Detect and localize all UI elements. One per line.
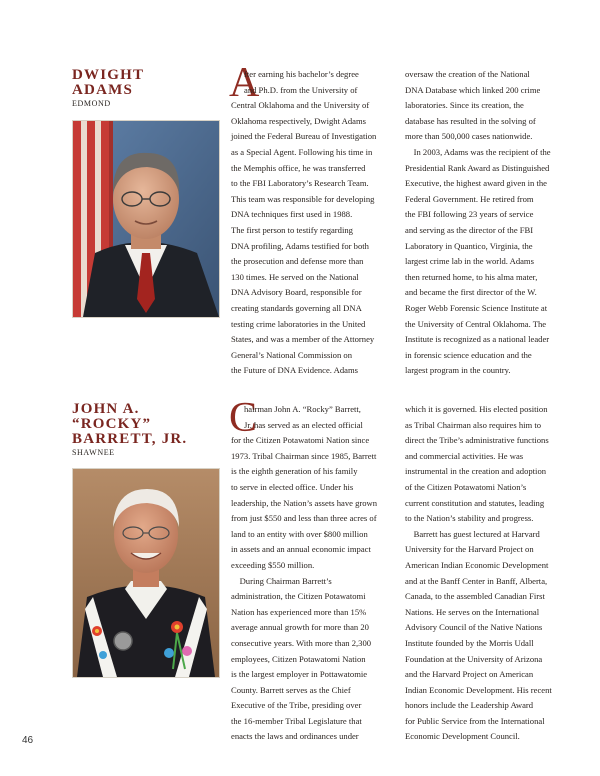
text-line: DNA profiling, Adams testified for both (231, 240, 369, 251)
text-line: for Public Service from the International (405, 715, 545, 726)
name-line: BARRETT, JR. (72, 431, 188, 447)
bio-column-1-adams (229, 60, 377, 379)
text-line: more than 500,000 cases nationwide. (405, 131, 533, 142)
text-line: the prosecution and defense more than (231, 256, 364, 267)
text-line: and serving as the director of the FBI (405, 224, 534, 235)
name-line: DWIGHT (72, 67, 145, 83)
text-line: Barrett has guest lectured at Harvard (405, 528, 540, 539)
text-line: consecutive years. With more than 2,300 (231, 637, 372, 648)
text-line: Oklahoma respectively, Dwight Adams (231, 115, 367, 126)
text-line: States, and was a member of the Attorney (231, 334, 375, 345)
bio-column-2-barrett (405, 402, 552, 745)
text-line: employees, Citizen Potawatomi Nation (231, 653, 366, 664)
drop-cap: A (229, 60, 260, 106)
text-line: exceeding $550 million. (231, 559, 315, 570)
text-line: Economic Development Council. (405, 731, 520, 742)
text-line: 130 times. He served on the National (231, 271, 359, 282)
text-line: University for the Harvard Project on (405, 544, 534, 555)
text-line: enacts the laws and ordinances under (231, 731, 359, 742)
text-line: Institute founded by the Morris Udall (405, 637, 534, 648)
text-line: honors include the Leadership Award (405, 700, 534, 711)
profile-location-adams: EDMOND (72, 99, 111, 108)
text-line: to the Nation’s stability and progress. (405, 513, 534, 524)
text-line: Advisory Council of the Native Nations (405, 622, 543, 633)
text-line: fter earning his bachelor’s degree (244, 69, 359, 79)
text-line: In 2003, Adams was the recipient of the (405, 146, 551, 157)
text-line: direct the Tribe’s administrative functions (405, 435, 549, 446)
text-line: The first person to testify regarding (231, 224, 353, 235)
text-line: then returned home, to his alma mater, (405, 271, 538, 282)
text-line: to the FBI Laboratory’s Research Team. (231, 178, 369, 189)
text-line: which it is governed. His elected position (405, 404, 548, 414)
text-line: land to an entity with over $800 million (231, 528, 368, 539)
portrait-photo-barrett (72, 468, 220, 678)
text-line: leadership, the Nation’s assets have grown (231, 497, 378, 508)
text-line: Executive of the Tribe, presiding over (231, 700, 362, 711)
text-line: DNA Advisory Board, responsible for (231, 287, 362, 298)
text-line: hairman John A. “Rocky” Barrett, (244, 404, 361, 414)
page-number: 46 (22, 735, 34, 746)
text-line: During Chairman Barrett’s (231, 575, 332, 586)
text-line: as Tribal Chairman also requires him to (405, 419, 542, 430)
text-line: instrumental in the creation and adoption (405, 466, 547, 477)
text-line: Jr. has served as an elected official (244, 419, 363, 430)
text-line: and at the Banff Center in Banff, Alberta, (405, 575, 548, 586)
text-line: 1973. Tribal Chairman since 1985, Barrett (231, 450, 377, 461)
portrait-illustration-barrett (73, 469, 219, 677)
text-line: Nations. He serves on the International (405, 606, 540, 617)
text-line: Laboratory in Quantico, Virginia, the (405, 240, 533, 251)
profile-name-barrett (72, 402, 187, 447)
text-line: Roger Webb Forensic Science Institute at (405, 302, 548, 313)
text-line: and commercial activities. He was (405, 450, 524, 461)
bio-column-2-adams (405, 67, 551, 379)
text-line: for the Citizen Potawatomi Nation since (231, 435, 370, 446)
profile-name-adams (72, 68, 144, 98)
text-line: Foundation at the University of Arizona (405, 653, 543, 664)
text-line: administration, the Citizen Potawatomi (231, 591, 366, 602)
name-line: JOHN A. (72, 401, 140, 417)
name-line: ADAMS (72, 82, 133, 98)
text-line: the 16-member Tribal Legislature that (231, 715, 362, 726)
text-line: testing crime laboratories in the United (231, 318, 366, 329)
text-line: largest program in the country. (405, 365, 511, 376)
text-line: in assets and an annual economic impact (231, 544, 371, 555)
text-line: and became the first director of the W. (405, 287, 537, 298)
text-line: DNA techniques first used in 1988. (231, 209, 353, 220)
text-line: oversaw the creation of the National (405, 69, 530, 79)
text-line: Nation has experienced more than 15% (231, 606, 367, 617)
text-line: This team was responsible for developing (231, 193, 375, 204)
text-line: as a Special Agent. Following his time in (231, 146, 373, 157)
text-line: Federal Government. He retired from (405, 193, 534, 204)
text-line: current constitution and statutes, leading (405, 497, 545, 508)
text-line: in forensic science education and the (405, 349, 532, 360)
text-line: is the largest employer in Pottawatomie (231, 669, 368, 680)
text-line: Central Oklahoma and the University of (231, 100, 370, 111)
text-line: Executive, the highest award given in the (405, 178, 547, 189)
text-line: joined the Federal Bureau of Investigation (231, 131, 377, 142)
name-line: “ROCKY” (72, 416, 152, 432)
text-line: the Memphis office, he was transferred (231, 162, 366, 173)
text-line: Indian Economic Development. His recent (405, 684, 552, 695)
text-line: and Ph.D. from the University of (244, 84, 358, 95)
text-line: the Future of DNA Evidence. Adams (231, 365, 358, 376)
text-line: to serve in elected office. Under his (231, 481, 354, 492)
text-line: of the Citizen Potawatomi Nation’s (405, 481, 527, 492)
portrait-photo-adams (72, 120, 220, 318)
bio-column-1-barrett (229, 395, 378, 745)
drop-cap: C (229, 395, 258, 441)
text-line: from just $550 and less than three acres of (231, 513, 377, 524)
text-line: DNA Database which linked 200 crime (405, 84, 541, 95)
text-line: laboratories. Since its creation, the (405, 100, 524, 111)
text-line: County. Barrett serves as the Chief (231, 684, 351, 695)
text-line: Canada, to the assembled Canadian First (405, 591, 545, 602)
text-line: the FBI following 23 years of service (405, 209, 534, 220)
text-line: and the Harvard Project on American (405, 669, 534, 680)
portrait-illustration-adams (73, 121, 219, 317)
text-line: Institute is recognized as a national leader (405, 334, 550, 345)
text-line: largest crime lab in the world. Adams (405, 256, 534, 267)
text-line: American Indian Economic Development (405, 559, 549, 570)
text-line: General’s National Commission on (231, 349, 353, 360)
text-line: database has resulted in the solving of (405, 115, 536, 126)
text-line: creating standards governing all DNA (231, 302, 362, 313)
text-line: the University of Central Oklahoma. The (405, 318, 547, 329)
text-line: average annual growth for more than 20 (231, 622, 369, 633)
text-line: is the eighth generation of his family (231, 466, 358, 477)
text-line: Presidential Rank Award as Distinguished (405, 162, 550, 173)
profile-location-barrett: SHAWNEE (72, 448, 115, 457)
